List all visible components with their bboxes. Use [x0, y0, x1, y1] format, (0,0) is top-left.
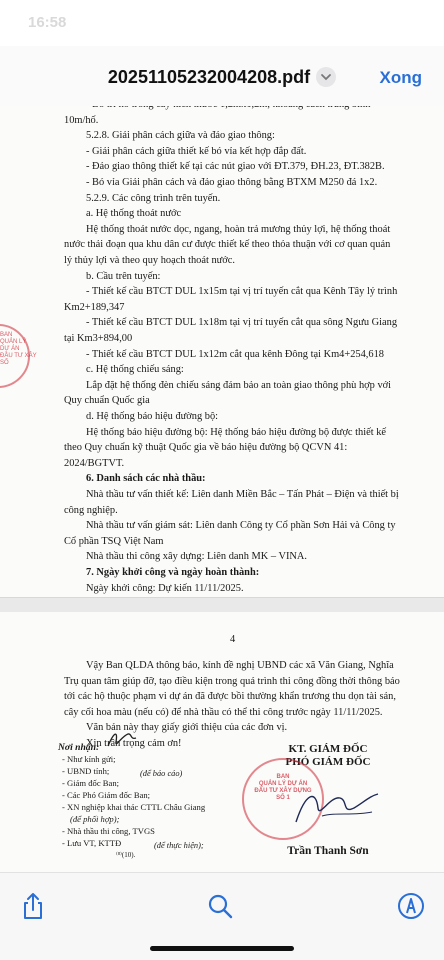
stamp-left-word: SỐ [0, 360, 9, 366]
status-time: 16:58 [28, 14, 67, 31]
page-1-line: - Bó vỉa Giải phân cách và đảo giao thông bằng BTXM M250 đá 1x2. [86, 177, 378, 188]
home-indicator [150, 946, 294, 951]
page-2-line: cây cối hoa màu (nếu có) để nhà thầu có thể thi công trước ngày 11/11/2025. [64, 706, 383, 718]
recipients-note-execute: (để thực hiện); [154, 841, 204, 850]
page-1-line: 6. Danh sách các nhà thầu: [86, 473, 206, 485]
recipients-label: Nơi nhận: [58, 742, 100, 753]
initial-signature [106, 728, 138, 752]
recipient-item: - UBND tỉnh; [62, 766, 110, 776]
done-button[interactable]: Xong [379, 68, 422, 87]
share-icon[interactable] [18, 891, 48, 921]
page-gap [0, 598, 444, 612]
page-1-line: công nghiệp. [64, 504, 118, 516]
page-2-line: Xin trân trọng cảm ơn! [86, 738, 182, 749]
stamp-left-word: QUẢN LÝ [0, 339, 27, 345]
page-1-line: Km2+189,347 [64, 301, 125, 313]
recipient-item: - Giám đốc Ban; [62, 778, 120, 788]
signer-title-1: KT. GIÁM ĐỐC [288, 743, 368, 755]
stamp-right-word: ĐẦU TƯ XÂY DỰNG [254, 788, 312, 794]
recipient-item: - Nhà thầu thi công, TVGS [62, 826, 155, 836]
page-1-line: 10m/hố. [64, 114, 99, 126]
page-1-line: - Giải phân cách giữa thiết kế bó vỉa kết hợp đắp đất. [86, 145, 307, 157]
recipients-note-report: (để báo cáo) [140, 769, 183, 778]
page-1-line: d. Hệ thống báo hiệu đường bộ: [86, 411, 219, 422]
page-2-line: Văn bản này thay giấy giới thiệu của các đơn vị. [86, 722, 288, 734]
page-1-line: b. Cầu trên tuyến: [86, 270, 161, 282]
markup-icon[interactable] [396, 891, 426, 921]
stamp-right-word: BAN [276, 774, 290, 780]
nav-bar [0, 46, 444, 106]
page-1-line: 5.2.9. Các công trình trên tuyến. [86, 192, 221, 204]
page-1-line: Quy chuẩn Quốc gia [64, 395, 150, 407]
director-signature [292, 782, 382, 832]
page-2-line: Vậy Ban QLDA thông báo, kính đề nghị UBND các xã Văn Giang, Nghĩa [86, 660, 394, 671]
recipient-item: - Các Phó Giám đốc Ban; [62, 790, 151, 800]
page-1-line: theo Quy chuẩn kỹ thuật Quốc gia về báo hiệu đường bộ QCVN 41: [64, 442, 348, 454]
pdf-page-4[interactable] [0, 612, 444, 872]
page-1-line: Hệ thống thoát nước dọc, ngang, hoàn trả mương thủy lợi, hệ thống thoát [86, 223, 391, 235]
page-2-line: Trụ quan tâm giúp đỡ, tạo điều kiện trong quá trình thi công đồng thời thông báo [64, 675, 400, 687]
page-1-line: Nhà thầu tư vấn giám sát: Liên danh Công ty Cổ phần Sơn Hải và Công ty [86, 520, 396, 532]
page-1-line: - Thiết kế cầu BTCT DUL 1x12m cắt qua kênh Đông tại Km4+254,618 [86, 348, 384, 360]
chevron-down-icon[interactable] [316, 67, 336, 87]
page-1-line: 2024/BGTVT. [64, 457, 125, 469]
page-1-line: - Đảo giao thông thiết kế tại các nút giao với ĐT.379, ĐH.23, ĐT.382B. [86, 161, 385, 173]
page-1-line: Cổ phần TSQ Việt Nam [64, 535, 164, 547]
search-icon[interactable] [205, 891, 235, 921]
document-title-text: 20251105232004208.pdf [107, 66, 311, 87]
page-1-line: tại Km3+894,00 [64, 333, 133, 344]
stamp-left-word: ĐẦU TƯ XÂY [0, 353, 37, 359]
page-1-line: c. Hệ thống chiếu sáng: [86, 364, 184, 376]
page-1-line: Lắp đặt hệ thống đèn chiếu sáng đảm bảo an toàn giao thông phù hợp với [86, 379, 392, 391]
stamp-left-word: BAN [0, 332, 13, 338]
signer-name: Trần Thanh Sơn [287, 845, 369, 857]
recipient-item: (để phối hợp); [70, 814, 120, 824]
recipient-item: - Lưu VT, KTTĐ [62, 838, 122, 848]
bottom-toolbar [0, 872, 444, 960]
page-1-line: Ngày khởi công: Dự kiến 11/11/2025. [86, 582, 244, 594]
stamp-right-word: SỐ 1 [276, 795, 290, 801]
stamp-left-word: DỰ ÁN [0, 346, 20, 352]
page-1-line: nước thải đoạn qua khu dân cư được thiết kế theo thỏa thuận với cơ quan quản [64, 239, 391, 251]
pdf-page-3[interactable] [0, 96, 444, 598]
page-1-line: - Thiết kế cầu BTCT DUL 1x18m tại vị trí tuyến cắt qua sông Ngưu Giang [86, 317, 398, 329]
stamp-left-text [0, 332, 40, 367]
document-title[interactable] [0, 66, 444, 88]
status-bar [0, 0, 444, 46]
page-number: 4 [230, 634, 236, 645]
stamp-right-word: QUẢN LÝ DỰ ÁN [258, 781, 308, 787]
page-2-line: tới các hộ thuộc phạm vi dự án đã được bồi thường khẩn trương thu dọn tài sản, [64, 691, 396, 703]
page-1-line: Nhà thầu tư vấn thiết kế: Liên danh Miền Bắc – Tấn Phát – Điện và thiết bị [86, 489, 399, 500]
recipient-item: - Như kính gửi; [62, 754, 116, 764]
recipients-suffix: ⁽⁸⁾(10). [116, 851, 136, 859]
page-1-line: a. Hệ thống thoát nước [86, 208, 182, 220]
page-1-line: Nhà thầu thi công xây dựng: Liên danh MK – VINA. [86, 551, 308, 563]
page-1-line: Hệ thống báo hiệu đường bộ: Hệ thống báo hiệu đường bộ được thiết kế [86, 426, 387, 438]
page-1-line: lý thủy lợi và theo quy hoạch thoát nước. [64, 255, 236, 266]
signer-title-2: PHÓ GIÁM ĐỐC [285, 756, 371, 768]
page-1-line: 7. Ngày khởi công và ngày hoàn thành: [86, 567, 260, 578]
page-1-line: 5.2.8. Giải phân cách giữa và đảo giao thông: [86, 130, 275, 142]
recipient-item: - XN nghiệp khai thác CTTL Châu Giang [62, 802, 206, 812]
page-1-line: - Thiết kế cầu BTCT DUL 1x15m tại vị trí tuyến cắt qua Kênh Tây lý trình [86, 286, 398, 298]
